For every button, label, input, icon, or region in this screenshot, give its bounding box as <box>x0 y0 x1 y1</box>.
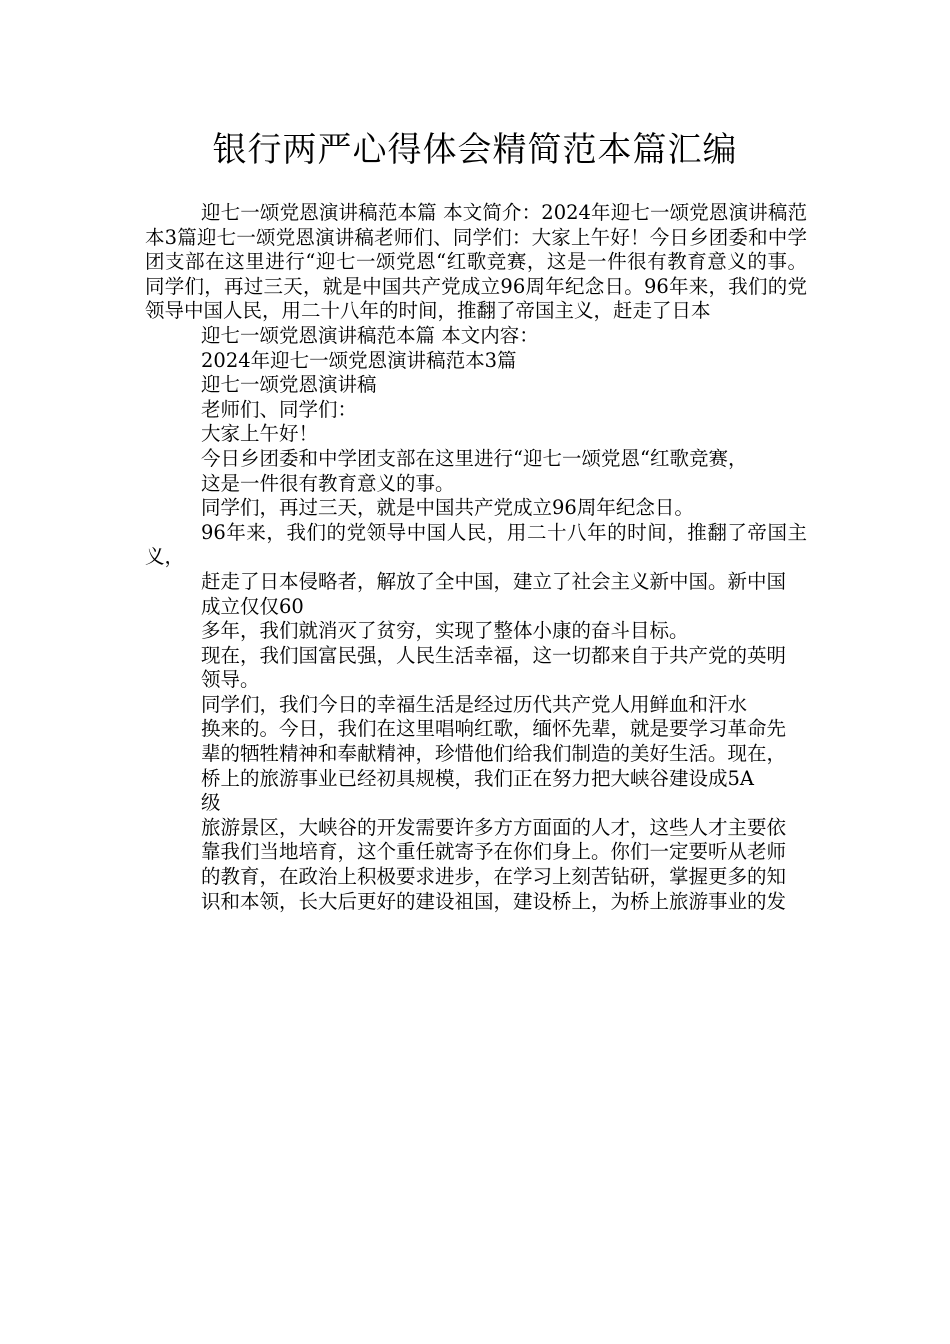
document-body <box>145 201 807 914</box>
document-paragraph: 2024年迎七一颂党恩演讲稿范本3篇 <box>201 348 517 372</box>
document-paragraph: 迎七一颂党恩演讲稿范本篇 本文内容： <box>201 323 539 347</box>
document-paragraph: 同学们，再过三天，就是中国共产党成立96周年纪念日。 <box>201 496 694 520</box>
document-paragraph: 的教育，在政治上积极要求进步，在学习上刻苦钻研，掌握更多的知 <box>201 865 787 889</box>
document-paragraph: 换来的。今日，我们在这里唱响红歌，缅怀先辈，就是要学习革命先 <box>201 717 787 741</box>
document-paragraph: 成立仅仅60 <box>201 594 304 618</box>
document-paragraph: 现在，我们国富民强，人民生活幸福，这一切都来自于共产党的英明 <box>201 643 787 667</box>
document-paragraph: 识和本领，长大后更好的建设祖国，建设桥上，为桥上旅游事业的发 <box>201 889 787 913</box>
document-paragraph: 靠我们当地培育，这个重任就寄予在你们身上。你们一定要听从老师 <box>201 840 787 864</box>
document-paragraph: 迎七一颂党恩演讲稿 <box>201 373 377 397</box>
document-paragraph: 旅游景区，大峡谷的开发需要许多方方面面的人才，这些人才主要依 <box>201 815 787 839</box>
document-paragraph: 桥上的旅游事业已经初具规模，我们正在努力把大峡谷建设成5A <box>201 766 754 790</box>
document-paragraph: 迎七一颂党恩演讲稿范本篇 本文简介：2024年迎七一颂党恩演讲稿范本3篇迎七一颂党恩演讲稿老师们、同学们：大家上午好！今日乡团委和中学团支部在这里进行“迎七一颂党恩“红歌竞赛，这是一件很有教育意义的事。同学们，再过三天，就是中国共产党成立96周年纪念日。96年来，我们的党领导中国人民，用二十八年的时间，推翻了帝国主义，赶走了日本 <box>145 201 807 323</box>
document-paragraph: 同学们，我们今日的幸福生活是经过历代共产党人用鲜血和汗水 <box>201 692 748 716</box>
document-paragraph: 赶走了日本侵略者，解放了全中国，建立了社会主义新中国。新中国 <box>201 569 787 593</box>
document-paragraph: 级 <box>201 791 221 815</box>
document-paragraph: 今日乡团委和中学团支部在这里进行“迎七一颂党恩“红歌竞赛， <box>201 446 748 470</box>
document-paragraph: 大家上午好！ <box>201 422 319 446</box>
document-paragraph: 96年来，我们的党领导中国人民，用二十八年的时间，推翻了帝国主义， <box>145 520 807 569</box>
document-paragraph: 多年，我们就消灭了贫穷，实现了整体小康的奋斗目标。 <box>201 619 689 643</box>
document-paragraph: 领导。 <box>201 668 260 692</box>
document-paragraph: 这是一件很有教育意义的事。 <box>201 471 455 495</box>
document-paragraph: 辈的牺牲精神和奉献精神，珍惜他们给我们制造的美好生活。现在， <box>201 742 787 766</box>
document-paragraph: 老师们、同学们： <box>201 397 358 421</box>
document-title: 银行两严心得体会精简范本篇汇编 <box>212 130 738 170</box>
